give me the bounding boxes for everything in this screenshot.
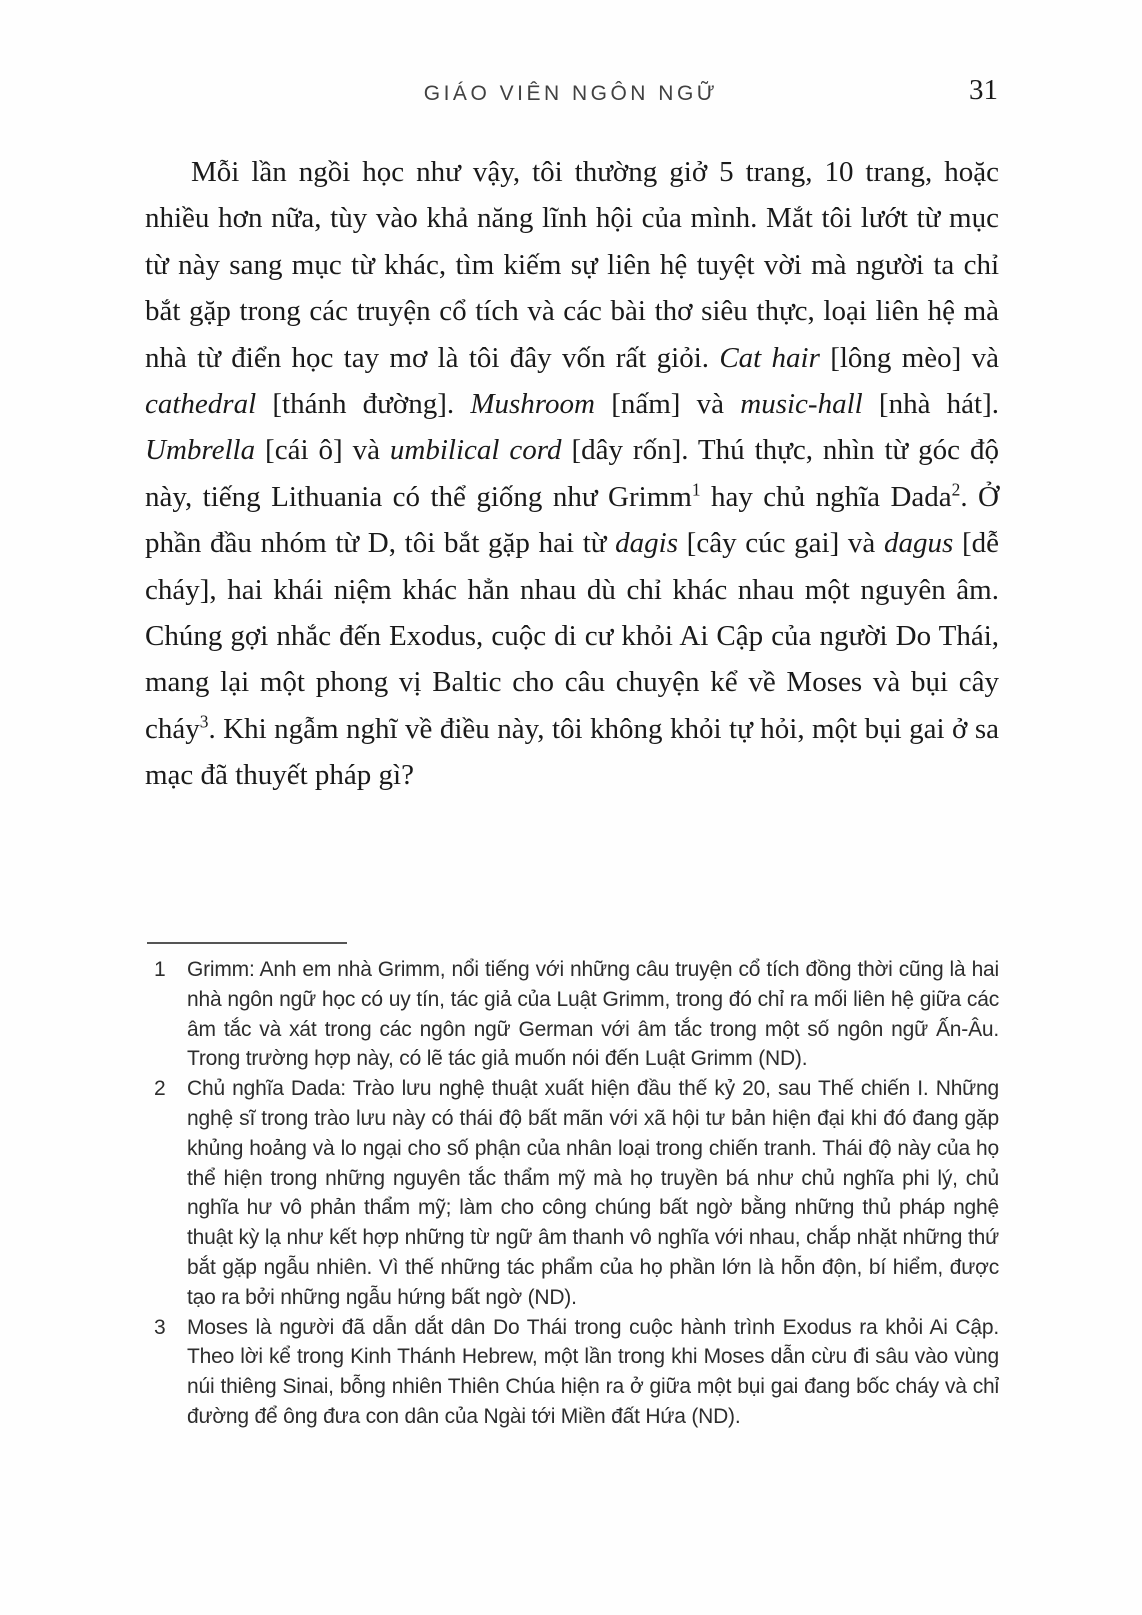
page-number: 31 — [969, 74, 998, 106]
text-run: hay chủ nghĩa Dada — [700, 480, 952, 513]
footnote-reference: 1 — [691, 479, 701, 500]
italic-term: cathedral — [145, 388, 257, 421]
running-header-title: GIÁO VIÊN NGÔN NGỮ — [423, 82, 719, 105]
footnote-number: 3 — [154, 1315, 166, 1339]
text-run: [cái ô] và — [255, 434, 390, 467]
text-run: [lông mèo] và — [819, 341, 1000, 374]
italic-term: dagis — [615, 527, 678, 560]
footnote-text: Grimm: Anh em nhà Grimm, nổi tiếng với những câu truyện cổ tích đồng thời cũng là hai nhà ngôn ngữ học có uy tín, tác giả của Luật Grimm, trong đó chỉ ra mối liên hệ giữa các âm tắc và xát trong các ngôn ngữ German với âm tắc trong một số ngôn ngữ Ấn-Âu. Trong trường hợp này, có lẽ tác giả muốn nói đến Luật Grimm (ND). — [187, 958, 999, 1071]
text-run: . Ở phần đầu nhóm từ D, tôi bắt gặp hai từ — [145, 480, 999, 560]
footnote-number: 1 — [154, 958, 166, 981]
italic-term: Cat hair — [719, 341, 820, 374]
text-run: Mỗi lần ngồi học như vậy, tôi thường giở 5 trang, 10 trang, hoặc nhiều hơn nữa, tùy vào khả năng lĩnh hội của mình. Mắt tôi lướt từ mục từ này sang mục từ khác, tìm kiếm sự liên hệ tuyệt vời mà người ta chỉ bắt gặp trong các truyện cổ tích và các bài thơ siêu thực, loại liên hệ mà nhà từ điển học tay mơ là tôi đây vốn rất giỏi. — [145, 156, 999, 374]
italic-term: umbilical cord — [389, 434, 562, 467]
footnote-text: Moses là người đã dẫn dắt dân Do Thái trong cuộc hành trình Exodus ra khỏi Ai Cập. Theo lời kể trong Kinh Thánh Hebrew, một lần trong khi Moses dẫn cừu đi sâu vào vùng núi thiêng Sinai, bỗng nhiên Thiên Chúa hiện ra ở giữa một bụi gai đang bốc cháy và chỉ đường để ông đưa con dân của Ngài tới Miền đất Hứa (ND). — [187, 1315, 999, 1428]
text-run: [nhà hát]. — [862, 388, 999, 421]
footnote-item — [145, 955, 999, 1074]
text-run: [nấm] và — [594, 388, 741, 421]
footnote-separator-rule — [147, 942, 347, 944]
footnote-item — [145, 1074, 999, 1312]
footnote-number: 2 — [154, 1077, 166, 1101]
footnotes-section — [145, 955, 999, 1432]
italic-term: music-hall — [740, 388, 863, 421]
italic-term: Umbrella — [145, 434, 256, 467]
italic-term: Mushroom — [470, 388, 595, 421]
text-run: [cây cúc gai] và — [678, 527, 884, 560]
footnote-reference: 2 — [951, 479, 961, 500]
footnote-item — [145, 1313, 999, 1432]
text-run: [dễ cháy], hai khái niệm khác hẳn nhau dù chỉ khác nhau một nguyên âm. Chúng gợi nhắc đến Exodus, cuộc di cư khỏi Ai Cập của người Do Thái, mang lại một phong vị Baltic cho câu chuyện kể về Moses và bụi cây cháy — [145, 527, 1000, 745]
footnote-text: Chủ nghĩa Dada: Trào lưu nghệ thuật xuất hiện đầu thế kỷ 20, sau Thế chiến I. Những nghệ sĩ trong trào lưu này có thái độ bất mãn với xã hội tư bản hiện đại khi đó đang gặp khủng hoảng và lo ngại cho số phận của nhân loại trong chiến tranh. Thái độ này của họ thể hiện trong những nguyên tắc thẩm mỹ mà họ truyền bá như chủ nghĩa phi lý, chủ nghĩa hư vô phản thẩm mỹ; làm cho công chúng bất ngờ bằng những thủ pháp nghệ thuật kỳ lạ như kết hợp những từ ngữ âm thanh vô nghĩa với nhau, chắp nhặt những thứ bắt gặp ngẫu nhiên. Vì thế những tác phẩm của họ phần lớn là hỗn độn, bí hiểm, được tạo ra bởi những ngẫu hứng bất ngờ (ND). — [187, 1077, 999, 1309]
text-run: [thánh đường]. — [256, 388, 471, 421]
body-paragraph — [145, 149, 999, 799]
text-run: . Khi ngẫm nghĩ về điều này, tôi không khỏi tự hỏi, một bụi gai ở sa mạc đã thuyết pháp gì? — [145, 712, 999, 792]
italic-term: dagus — [884, 527, 954, 560]
text-run: [dây rốn]. Thú thực, nhìn từ góc độ này, tiếng Lithuania có thể giống như Grimm — [145, 434, 999, 513]
footnote-reference: 3 — [199, 711, 209, 732]
